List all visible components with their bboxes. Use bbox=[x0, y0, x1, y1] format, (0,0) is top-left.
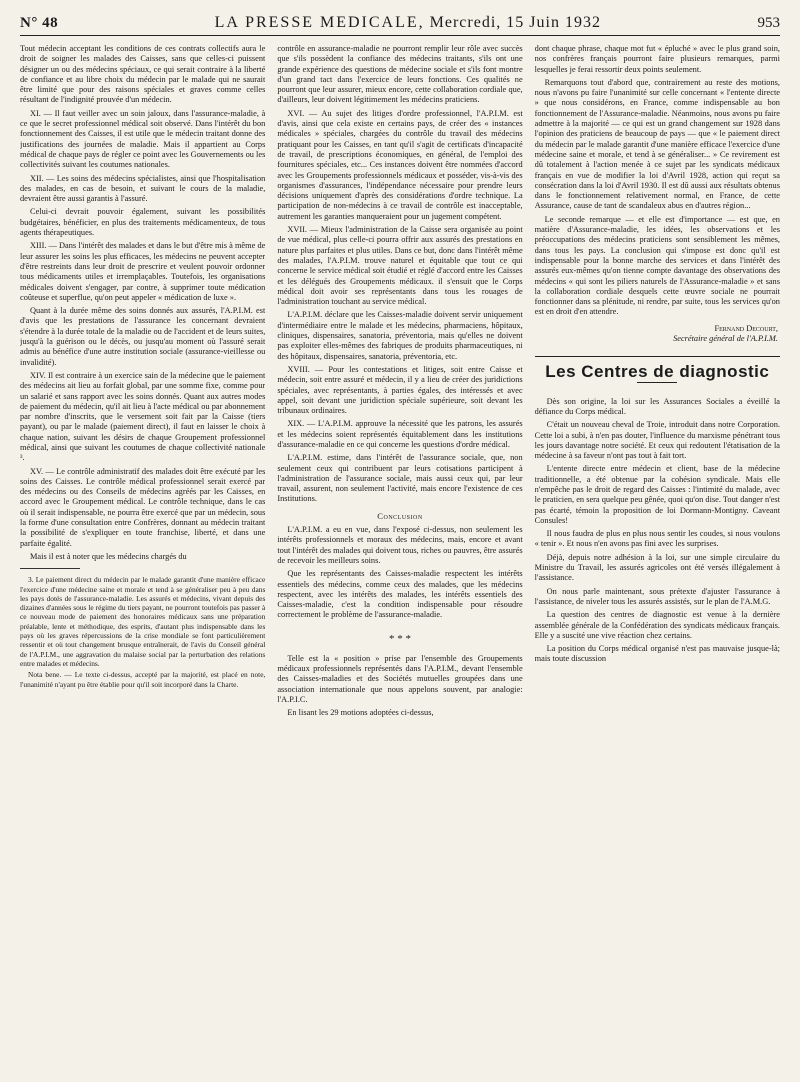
author-role: Secrétaire général de l'A.P.I.M. bbox=[673, 334, 778, 344]
columns bbox=[20, 44, 780, 1064]
footnote-divider bbox=[20, 568, 80, 569]
column-1 bbox=[20, 44, 265, 1064]
paragraph: On nous parle maintenant, sous prétexte d'ajuster l'assurance à l'assistance, de niveler tous les assurés assistés, sur le plan de l'A.M.G. bbox=[534, 586, 780, 606]
paragraph-xviii: XVIII. — Pour les contestations et litiges, soit entre Caisse et médecin, soit entre assuré et médecin, il y a lieu de créer des juridictions spéciales, avec représentants, à parties égales, des intéressés et avec appel, soit devant une juridiction spéciale supérieure, soit devant les tribunaux ordinaires. bbox=[277, 364, 523, 416]
footnote-3: 3. Le paiement direct du médecin par le malade garantit d'une manière efficace l'exercice d'une médecine saine et morale et tend à se généraliser peu à peu dans les pays dotés de l'assurance-maladie. Les assurés et médecins, vivant depuis des dizaines d'années sous le régime du tiers payant, ne pourront toutefois pas passer à ce nouveau mode de paiement des honoraires médicaux sans une préparation préalable, lente et méthodique, des esprits, d'autant plus indispensable dans les pays où les graves répercussions de la crise mondiale se font particulièrement ressentir et où tout changement brusque entraînerait, de l'avis du Conseil général de l'A.P.I.M., une aggravation du malaise social par la perturbation des relations entre malades et médecins. bbox=[20, 575, 266, 668]
paragraph-xiii: XIII. — Dans l'intérêt des malades et dans le but d'être mis à même de leur assurer les soins les plus efficaces, les médecins ne peuvent accepter d'être restreints dans leur droit de prescrire et veulent pouvoir ordonner tous médicaments utiles et irremplaçables. Toutefois, les organisations médicales doivent s'engager, par contre, à supprimer toute médication coûteuse et superflue, qu'on peut appeler « médication de luxe ». bbox=[20, 241, 266, 302]
paragraph: Que les représentants des Caisses-maladie respectent les intérêts essentiels des médecins, comme ceux des malades, que les médecins respectent, avec les intérêts des malades, les intérêts essentiels des Caisses-maladie, c'est la condition indispensable pour résoudre correctement le problème de l'assurance-maladie. bbox=[277, 569, 523, 620]
section-body bbox=[535, 397, 780, 665]
issue-date: Mercredi, 15 Juin 1932 bbox=[429, 14, 601, 31]
masthead bbox=[215, 14, 601, 32]
column-2 bbox=[277, 44, 522, 1064]
paragraph: Telle est la « position » prise par l'ensemble des Groupements médicaux professionnels représentés dans l'A.P.I.M., devant l'ensemble des Caisses-maladies et des Sociétés mutuelles groupées dans une association internationale que nous appelons souvent, par analogie: l'A.P.I.C. bbox=[277, 653, 523, 704]
paragraph: Celui-ci devrait pouvoir également, suivant les possibilités budgétaires, bénéficier, en plus des traitements médicamenteux, de tous agents thérapeutiques. bbox=[20, 207, 266, 238]
paragraph: L'A.P.I.M. déclare que les Caisses-maladie doivent servir uniquement d'intermédiaire entre le malade et les médecins, pharmaciens, hôpitaux, cliniques, dispensaires, sanatoria, préventoria, mais qu'elles ne doivent pas exploiter elles-mêmes des fabriques de produits pharmaceutiques, ni des hôpitaux, dispensaires, sanatoria, préventoria, etc. bbox=[277, 310, 523, 361]
conclusion-heading: Conclusion bbox=[377, 510, 423, 521]
paragraph-xii: XII. — Les soins des médecins spécialistes, ainsi que l'hospitalisation des malades, en cas de besoin, et suivant le cours de la maladie, devraient être aussi garantis à l'assuré. bbox=[20, 173, 266, 204]
section-divider bbox=[535, 356, 780, 357]
paragraph: L'A.P.I.M. a eu en vue, dans l'exposé ci-dessus, non seulement les intérêts professionnels et moraux des médecins, mais, encore et avant tout l'intérêt des malades qui doivent tous, riches ou pauvres, être assurés de recevoir les meilleurs soins. bbox=[277, 525, 523, 565]
paragraph-xv: XV. — Le contrôle administratif des malades doit être exécuté par les soins des Caisses. Le contrôle médical professionnel serait exercé par des médecins ou des Conseils de médecins agréés par les Caisses, en accord avec le Groupement médical. Le contrôle technique, dans le cas où il serait indispensable, ne pourra être exercé que par un médecin, sous la forme d'une consultation entre Confrères, donnant au médecin traitant la possibilité de s'expliquer en toute franchise, liberté, et dans une parfaite égalité. bbox=[20, 466, 266, 548]
paragraph: C'était un nouveau cheval de Troie, introduit dans notre Corporation. Cette loi a subi, à n'en pas douter, l'influence du marxisme pénétrant tous les jours davantage notre société. Et ceux qui redoutent l'étatisation de la médecine à sa faveur n'ont pas tout à fait tort. bbox=[534, 420, 780, 461]
paragraph: Déjà, depuis notre adhésion à la loi, sur une simple circulaire du Ministre du Travail, les assurés agricoles ont été versés illégalement à l'assistance. bbox=[534, 552, 780, 583]
page-number: 953 bbox=[757, 15, 780, 31]
asterism: * * * bbox=[388, 632, 411, 645]
paragraph: dont chaque phrase, chaque mot fut « épluché » avec le plus grand soin, nos confrères français pourront faire plusieurs remarques, parmi lesquelles je ferai ressortir deux points seulement. bbox=[534, 44, 780, 74]
paragraph: Remarquons tout d'abord que, contrairement au reste des motions, nous n'avons pu faire l'unanimité sur celle concernant « l'entente directe » que nous considérons, en France, comme indispensable au bon fonctionnement de l'Assurance-maladie. Néanmoins, nous avons pu faire admettre à la majorité — ce qui est un grand changement sur 1928 dans l'opinion des praticiens de beaucoup de pays — que « le paiement direct du médecin par le malade garantit d'une manière efficace l'exercice d'une médecine saine et morale, et tend à se généraliser... » Ce revirement est dû totalement à l'action menée à ce sujet par les syndicats médicaux français en vue de modifier la loi d'Avril 1928, action qui reçut sa consécration dans la loi d'Avril 1930. Il est dû aussi aux résultats obtenus dans le fonctionnement relativement normal, en France, de cette Assurance, cause de tant de scandaleux abus en d'autres région... bbox=[534, 77, 780, 211]
author-name: Fernand Decourt, bbox=[714, 323, 778, 333]
column-3 bbox=[535, 44, 780, 1064]
paragraph: L'entente directe entre médecin et client, base de la médecine traditionnelle, a été obtenue par la cohésion syndicale. Mais elle n'empêche pas le droit de regard des Caisses : l'intimité du malade, avec le praticien, en sera quelque peu gênée, quoi qu'on dise. Tout danger n'est pas écarté, témoin la proposition de loi Dormann-Montigny. Caveant Consules! bbox=[534, 464, 780, 525]
paragraph-xiv: XIV. Il est contraire à un exercice sain de la médecine que le paiement des médecins ait lieu au forfait global, par une somme fixe, comme pour un salarié et sans rapport avec les soins donnés. Quant aux autres modes de paiement du médecin, qu'il ait lieu à l'acte médical ou par abonnement par nombre d'inscrits, que le versement soit fait par la Caisse (tiers payant), ou par le malade (paiement direct), il faut en laisser le choix à chaque nation, suivant les désirs de chaque Groupement professionnel médical, ainsi que suivant les coutumes de chaque collectivité nationale ³. bbox=[20, 370, 266, 463]
footnotes bbox=[20, 575, 265, 689]
paragraph: Tout médecin acceptant les conditions de ces contrats collectifs aura le droit de soigner les malades des Caisses, sans que celles-ci puissent désigner un ou des médecins spéciaux, ce qui serait contraire à la liberté de confiance et au libre choix du médecin par le malade qui ne saurait être limité que pour des raisons spéciales et graves comme celles résultant de l'indignité prouvée d'un médecin. bbox=[20, 44, 266, 105]
page-header bbox=[20, 14, 780, 36]
paragraph: Mais il est à noter que les médecins chargés du bbox=[30, 551, 187, 561]
paragraph: L'A.P.I.M. estime, dans l'intérêt de l'assurance sociale, que, non seulement ceux qui contribuent par leurs cotisations participent à l'administration de l'assurance sociale, mais aussi ceux qui, par leur travail, assurent, non seulement l'activité, mais encore l'existence de ces Institutions. bbox=[277, 453, 523, 504]
signature bbox=[535, 324, 778, 345]
paragraph: La question des centres de diagnostic est venue à la dernière assemblée générale de la Confédération des syndicats médicaux français. Elle y a suscité une vive réaction chez certains. bbox=[534, 610, 780, 640]
paragraph-xix: XIX. — L'A.P.I.M. approuve la nécessité que les patrons, les assurés et les médecins soient représentés équitablement dans les institutions d'assurance-maladie en ce qui concerne les questions d'ordre médical. bbox=[277, 419, 523, 449]
paragraph: Le seconde remarque — et elle est d'importance — est que, en matière d'Assurance-maladie, les idées, les observations et les préoccupations des médecins praticiens sont sensiblement les mêmes, dans tous les pays. La conclusion qui s'impose est donc qu'il est indispensable pour la bonne marche des services et dans l'intérêt des assurés eux-mêmes qu'on tienne compte davantage des observations des médecins « qui sont les piliers naturels de l'Assurance-maladie » et sans la collaboration cordiale desquels cette œuvre sociale ne pourrait fonctionner dans sa plénitude, ni rendre, par suite, tous les services qu'on est en droit d'en attendre. bbox=[534, 214, 780, 317]
paragraph-xvi: XVI. — Au sujet des litiges d'ordre professionnel, l'A.P.I.M. est d'avis, ainsi que cela existe en certains pays, de créer des « instances médicales » spéciales, chargées du contrôle du travail des médecins pratiquant pour les Caisses, en tant qu'il s'agit de certificats d'incapacité de travail, de prescriptions économiques, en général, de l'emploi des fournitures spéciales, etc... Ces instances doivent être nommées d'accord avec les Groupements professionnels médicaux et posséder, vis-à-vis des organismes d'assurances, l'indépendance nécessaire pour prendre leurs décisions uniquement d'après des considérations d'ordre technique. La participation de non-médecins à ce travail de contrôle est inacceptable, autrement les garanties manqueraient pour un jugement compétent. bbox=[277, 108, 523, 221]
paragraph-xvii: XVII. — Mieux l'administration de la Caisse sera organisée au point de vue médical, plus celle-ci pourra offrir aux assurés des prestations en nature plus parfaites et plus utiles. Dans ce but, donc dans l'intérêt même des malades, l'A.P.I.M. trouve naturel et équitable que tout ce qui concerne le service médical soit étudié et réglé d'accord entre les Caisses et les délégués des Groupements médicaux. il s'ensuit que le Corps médical doit avoir ses représentants dans tous les rouages de l'administration touchant au service médical. bbox=[277, 225, 523, 307]
paragraph: En lisant les 29 motions adoptées ci-dessus, bbox=[287, 708, 434, 718]
paragraph: contrôle en assurance-maladie ne pourront remplir leur rôle avec succès que s'ils possèdent la confiance des médecins traitants, s'ils ont une grande expérience des questions de médecine sociale et s'ils font montre d'un grand tact dans l'exercice de leurs fonctions. Ces qualités ne pourront que leur assurer, mieux encore, cette collaboration cordiale que, d'ailleurs, leur doivent légitimement les médecins praticiens. bbox=[277, 44, 523, 105]
section-title: Les Centres de diagnostic bbox=[545, 362, 770, 382]
footnote-nota-bene: Nota bene. — Le texte ci-dessus, accepté par la majorité, est placé en note, l'unanimité n'ayant pu être établie pour qu'il soit incorporé dans la Charte. bbox=[20, 670, 266, 689]
paragraph-xi: XI. — Il faut veiller avec un soin jaloux, dans l'assurance-maladie, à ce que le secret professionnel médical soit observé. Dans l'intérêt du bon fonctionnement des Caisses, il est utile que le médecin traitant donne des justifications des journées de maladie. Mais il appartient au Corps médical de chaque pays de régler ce point avec les Gouvernements ou les collectivités suivant les coutumes nationales. bbox=[20, 108, 266, 170]
paragraph: Quant à la durée même des soins donnés aux assurés, l'A.P.I.M. est d'avis que les prestations de l'assurance les concernant devraient s'étendre à la durée totale de la maladie ou de l'accident et de leurs suites, jusqu'à la guérison ou le décès, ou jusqu'au moment où l'assuré serait admis au bénéfice d'une autre institution sociale (assurance-vieillesse ou invalidité). bbox=[20, 306, 266, 367]
paragraph: Il nous faudra de plus en plus nous sentir les coudes, si nous voulons « tenir ». Et nous n'en avons pas fini avec les surprises. bbox=[534, 529, 780, 549]
journal-name: LA PRESSE MEDICALE, bbox=[214, 14, 425, 31]
title-underline bbox=[637, 382, 677, 383]
paragraph: Dès son origine, la loi sur les Assurances Sociales a éveillé la défiance du Corps médical. bbox=[534, 396, 780, 416]
paragraph: La position du Corps médical organisé n'est pas mauvaise jusque-là; mais toute discussion bbox=[534, 644, 780, 664]
issue-number: N° 48 bbox=[20, 15, 59, 31]
